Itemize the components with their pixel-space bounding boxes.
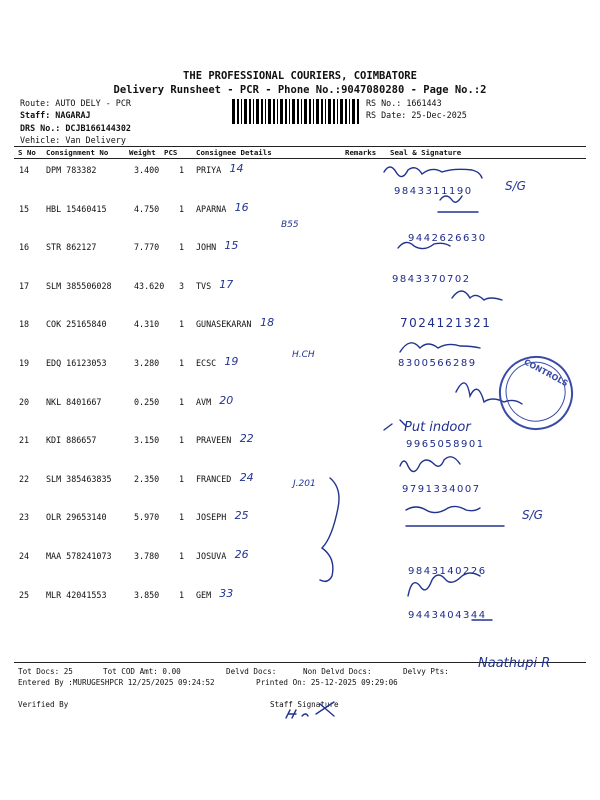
row-pcs: 1 xyxy=(179,397,185,407)
row-consignee: JOSEPH xyxy=(196,512,227,522)
delvd-docs: Delvd Docs: xyxy=(226,667,277,676)
row-pcs: 1 xyxy=(179,474,185,484)
stamp-text: CONTROLS xyxy=(522,357,570,389)
barcode-bar xyxy=(265,99,266,124)
row-consignment-no: SLM 385506028 xyxy=(46,281,112,291)
row-pcs: 3 xyxy=(179,281,185,291)
row-sno: 19 xyxy=(19,358,30,368)
row-consignment-no: HBL 15460415 xyxy=(46,204,107,214)
row-consignment-no: COK 25165840 xyxy=(46,319,107,329)
row-weight: 3.280 xyxy=(134,358,160,368)
row-sno: 22 xyxy=(19,474,30,484)
barcode-bar xyxy=(333,99,335,124)
barcode-bar xyxy=(232,99,235,124)
barcode-bar xyxy=(301,99,302,124)
barcode-bar xyxy=(273,99,275,124)
row-weight: 3.850 xyxy=(134,590,160,600)
row-handwritten-seq: 25 xyxy=(234,509,249,522)
row20-phone: 9965058901 xyxy=(406,439,485,450)
row22-mark: S/G xyxy=(522,508,543,522)
barcode-bar xyxy=(249,99,251,124)
col-remarks: Remarks xyxy=(345,148,377,157)
barcode-bar xyxy=(345,99,347,124)
staff-signature-label: Staff Signature xyxy=(270,700,339,709)
barcode-bar xyxy=(316,99,319,124)
row-pcs: 1 xyxy=(179,512,185,522)
barcode-bar xyxy=(304,99,307,124)
barcode-bar xyxy=(352,99,355,124)
row-weight: 3.780 xyxy=(134,551,160,561)
row-sno: 15 xyxy=(19,204,30,214)
drs-no: DRS No.: DCJB166144302 xyxy=(20,123,131,133)
row-consignee: AVM xyxy=(196,397,212,407)
barcode-bar xyxy=(297,99,299,124)
row-handwritten-seq: 33 xyxy=(219,587,234,600)
barcode-bar xyxy=(289,99,290,124)
row15-phone: 9442626630 xyxy=(408,233,487,244)
row-handwritten-seq: 17 xyxy=(219,278,234,291)
row-handwritten-seq: 14 xyxy=(229,162,244,175)
row-consignee: JOSUVA xyxy=(196,551,227,561)
row-consignee: ECSC xyxy=(196,358,217,368)
row-handwritten-seq: 22 xyxy=(239,432,254,445)
row-consignment-no: OLR 29653140 xyxy=(46,512,107,522)
row16-phone: 9843370702 xyxy=(392,274,471,285)
row-consignment-no: EDQ 16123053 xyxy=(46,358,107,368)
printed-on: Printed On: 25-12-2025 09:29:06 xyxy=(256,678,398,687)
row18-note: H.CH xyxy=(292,350,315,360)
row-consignee: GEM xyxy=(196,590,212,600)
row-consignee: PRIYA xyxy=(196,165,222,175)
row-weight: 4.310 xyxy=(134,319,160,329)
row-weight: 43.620 xyxy=(134,281,165,291)
row-pcs: 1 xyxy=(179,435,185,445)
barcode-bar xyxy=(280,99,283,124)
row-consignment-no: MAA 578241073 xyxy=(46,551,112,561)
runsheet-subtitle: Delivery Runsheet - PCR - Phone No.:9047080280 - Page No.:2 xyxy=(113,84,487,96)
bracket-mark xyxy=(300,470,350,585)
row-weight: 0.250 xyxy=(134,397,160,407)
row-consignee: TVS xyxy=(196,281,212,291)
company-title: THE PROFESSIONAL COURIERS, COIMBATORE xyxy=(183,70,417,82)
row-consignee: APARNA xyxy=(196,204,227,214)
row-pcs: 1 xyxy=(179,165,185,175)
non-delvd-docs: Non Delvd Docs: xyxy=(303,667,372,676)
row-pcs: 1 xyxy=(179,358,185,368)
tot-cod-amt: Tot COD Amt: 0.00 xyxy=(103,667,181,676)
row-weight: 2.350 xyxy=(134,474,160,484)
col-weight: Weight xyxy=(129,148,156,157)
barcode-bar xyxy=(244,99,247,124)
staff-signature-scribble xyxy=(280,700,350,730)
row-sno: 16 xyxy=(19,242,30,252)
row-sno: 20 xyxy=(19,397,30,407)
row-handwritten-seq: 18 xyxy=(260,316,275,329)
col-consignment: Consignment No xyxy=(46,148,109,157)
barcode-bar xyxy=(256,99,259,124)
row-consignment-no: DPM 783382 xyxy=(46,165,97,175)
row-pcs: 1 xyxy=(179,319,185,329)
entered-by: Entered By :MURUGESHPCR 12/25/2025 09:24:52 xyxy=(18,678,215,687)
route: Route: AUTO DELY - PCR xyxy=(20,98,131,108)
row-pcs: 1 xyxy=(179,590,185,600)
barcode xyxy=(232,99,362,124)
row-consignee: FRANCED xyxy=(196,474,232,484)
row-handwritten-seq: 24 xyxy=(239,471,254,484)
barcode-bar xyxy=(268,99,271,124)
barcode-bar xyxy=(325,99,326,124)
row-consignee: PRAVEEN xyxy=(196,435,232,445)
row24-phone: 9443404344 xyxy=(408,610,487,621)
row15-note: B55 xyxy=(281,220,299,230)
row21-phone: 9791334007 xyxy=(402,484,481,495)
row-consignee: GUNASEKARAN xyxy=(196,319,252,329)
row-weight: 3.400 xyxy=(134,165,160,175)
row-sno: 17 xyxy=(19,281,30,291)
col-pcs: PCS xyxy=(164,148,178,157)
tot-docs: Tot Docs: 25 xyxy=(18,667,73,676)
row-sno: 14 xyxy=(19,165,30,175)
rs-date: RS Date: 25-Dec-2025 xyxy=(366,110,467,120)
col-consignee: Consignee Details xyxy=(196,148,272,157)
row-pcs: 1 xyxy=(179,242,185,252)
row-handwritten-seq: 20 xyxy=(219,394,234,407)
barcode-bar xyxy=(285,99,287,124)
row14-mark: S/G xyxy=(505,179,526,193)
row-consignment-no: STR 862127 xyxy=(46,242,97,252)
row-sno: 25 xyxy=(19,590,30,600)
header-rule-top xyxy=(14,146,586,147)
row-sno: 18 xyxy=(19,319,30,329)
row-weight: 7.770 xyxy=(134,242,160,252)
barcode-bar xyxy=(292,99,295,124)
barcode-bar xyxy=(241,99,242,124)
barcode-bar xyxy=(349,99,350,124)
barcode-bar xyxy=(328,99,331,124)
barcode-bar xyxy=(253,99,254,124)
verified-by: Verified By xyxy=(18,700,69,709)
row-consignment-no: MLR 42041553 xyxy=(46,590,107,600)
row22-note: J.201 xyxy=(293,479,316,489)
row-sno: 23 xyxy=(19,512,30,522)
col-seal: Seal & Signature xyxy=(390,148,462,157)
row-weight: 5.970 xyxy=(134,512,160,522)
row-pcs: 1 xyxy=(179,204,185,214)
barcode-bar xyxy=(261,99,263,124)
row20-remark: Put indoor xyxy=(404,420,471,435)
row-consignment-no: SLM 385463835 xyxy=(46,474,112,484)
barcode-bar xyxy=(313,99,314,124)
row-pcs: 1 xyxy=(179,551,185,561)
barcode-bar xyxy=(237,99,239,124)
barcode-bar xyxy=(321,99,323,124)
row-consignment-no: KDI 886657 xyxy=(46,435,97,445)
row14-phone: 9843311190 xyxy=(394,186,473,197)
row-consignee: JOHN xyxy=(196,242,217,252)
delvy-signature: Naathupi R xyxy=(478,656,551,671)
barcode-bar xyxy=(340,99,343,124)
header-rule-bottom xyxy=(14,158,586,159)
row-sno: 24 xyxy=(19,551,30,561)
barcode-bar xyxy=(309,99,311,124)
row-weight: 4.750 xyxy=(134,204,160,214)
col-sno: S No xyxy=(18,148,36,157)
row-handwritten-seq: 26 xyxy=(234,548,249,561)
row-sno: 21 xyxy=(19,435,30,445)
row-handwritten-seq: 16 xyxy=(234,201,249,214)
barcode-bar xyxy=(277,99,278,124)
staff: Staff: NAGARAJ xyxy=(20,110,91,120)
row-consignment-no: NKL 8401667 xyxy=(46,397,102,407)
barcode-bar xyxy=(337,99,338,124)
row-handwritten-seq: 19 xyxy=(224,355,239,368)
row23-phone: 9843140226 xyxy=(408,566,487,577)
vehicle: Vehicle: Van Delivery xyxy=(20,135,126,145)
row-handwritten-seq: 15 xyxy=(224,239,239,252)
delvy-pts: Delvy Pts: xyxy=(403,667,449,676)
row17-phone: 7024121321 xyxy=(400,316,492,330)
barcode-bar xyxy=(357,99,359,124)
row18-phone: 8300566289 xyxy=(398,358,477,369)
row-weight: 3.150 xyxy=(134,435,160,445)
rs-no: RS No.: 1661443 xyxy=(366,98,442,108)
